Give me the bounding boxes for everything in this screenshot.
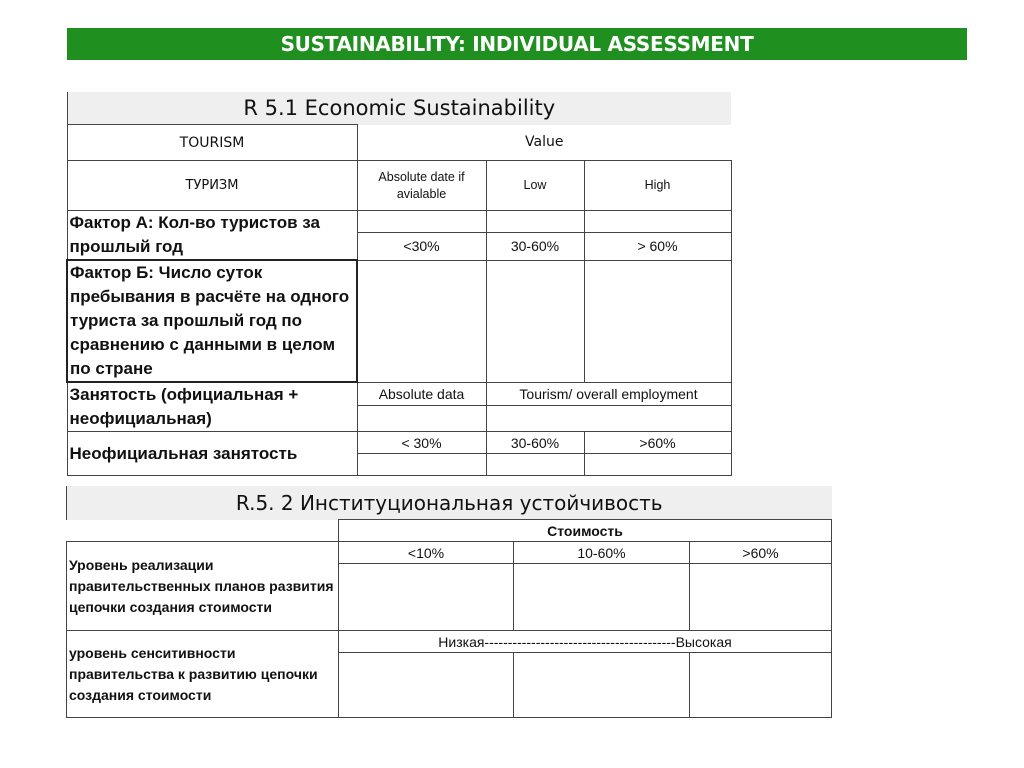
factor-a-label: Фактор А: Кол-во туристов за прошлый год [67, 211, 357, 261]
sensitivity-label: уровень сенситивности правительства к развитию цепочки создания стоимости [67, 631, 339, 718]
informal-range-3: >60% [584, 432, 731, 454]
informal-label: Неофициальная занятость [67, 432, 357, 476]
low-header: Low [486, 161, 584, 211]
sensitivity-input-3[interactable] [690, 653, 832, 718]
employment-input-abs[interactable] [357, 405, 486, 431]
tourism-ru-header: ТУРИЗМ [67, 161, 357, 211]
economic-sustainability-table [66, 92, 732, 476]
factor-a-range-3: > 60% [584, 233, 731, 260]
institutional-sustainability-table [66, 486, 832, 718]
sensitivity-input-2[interactable] [514, 653, 690, 718]
factor-b-input-low[interactable] [486, 260, 584, 382]
high-header: High [584, 161, 731, 211]
table1-title: R 5.1 Economic Sustainability [67, 92, 731, 125]
table2-corner [67, 520, 339, 542]
plans-range-2: 10-60% [514, 542, 690, 564]
informal-input-3[interactable] [584, 454, 731, 476]
absolute-date-note: Absolute date if avialable [357, 161, 486, 211]
factor-a-input-low[interactable] [486, 211, 584, 233]
factor-a-range-1: <30% [357, 233, 486, 260]
employment-input-ratio[interactable] [486, 405, 731, 431]
factor-a-range-2: 30-60% [486, 233, 584, 260]
informal-input-2[interactable] [486, 454, 584, 476]
plans-input-3[interactable] [690, 564, 832, 631]
plans-input-1[interactable] [339, 564, 514, 631]
table2-title: R.5. 2 Институциональная устойчивость [67, 486, 832, 520]
scale-label: Низкая-----------------------------------------Высокая [339, 631, 832, 653]
factor-b-input-abs[interactable] [357, 260, 486, 382]
overall-employment-label: Tourism/ overall employment [486, 382, 731, 405]
sensitivity-input-1[interactable] [339, 653, 514, 718]
employment-label: Занятость (официальная + неофициальная) [67, 382, 357, 432]
plans-range-3: >60% [690, 542, 832, 564]
page-banner: SUSTAINABILITY: INDIVIDUAL ASSESSMENT [67, 28, 967, 60]
tourism-en-header: TOURISM [67, 125, 357, 161]
plans-input-2[interactable] [514, 564, 690, 631]
informal-range-1: < 30% [357, 432, 486, 454]
informal-input-1[interactable] [357, 454, 486, 476]
plans-range-1: <10% [339, 542, 514, 564]
factor-a-input-abs[interactable] [357, 211, 486, 233]
factor-b-input-high[interactable] [584, 260, 731, 382]
value-header: Value [357, 125, 731, 161]
factor-a-input-high[interactable] [584, 211, 731, 233]
cost-header: Стоимость [339, 520, 832, 542]
plans-label: Уровень реализации правительственных планов развития цепочки создания стоимости [67, 542, 339, 631]
absolute-data-label: Absolute data [357, 382, 486, 405]
factor-b-label: Фактор Б: Число суток пребывания в расчёте на одного туриста за прошлый год по сравнению с данными в целом по стране [67, 260, 357, 382]
informal-range-2: 30-60% [486, 432, 584, 454]
